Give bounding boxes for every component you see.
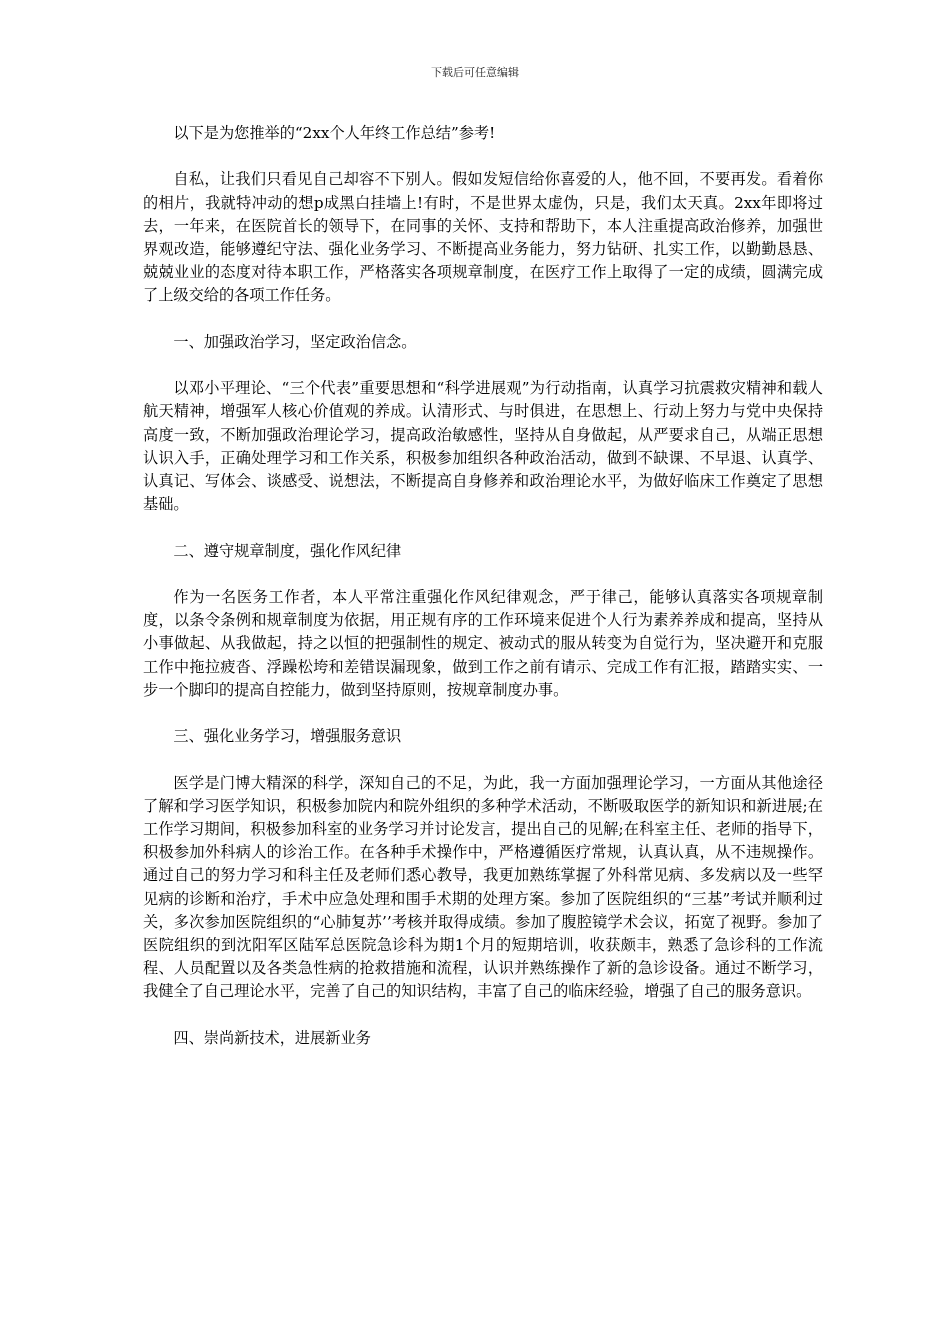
section-paragraph-1: 以邓小平理论、“三个代表”重要思想和“科学进展观”为行动指南，认真学习抗震救灾精神和载人航天精神，增强军人核心价值观的养成。认清形式、与时俱进，在思想上、行动上努力与党中央保持高度一致，不断加强政治理论学习，提高政治敏感性，坚持从自身做起，从严要求自己，从端正思想认识入手，正确处理学习和工作关系，积极参加组织各种政治活动，做到不缺课、不早退、认真学、认真记、写体会、谈感受、说想法，不断提高自身修养和政治理论水平，为做好临床工作奠定了思想基础。 xyxy=(143,379,823,514)
section-paragraph-3: 医学是门博大精深的科学，深知自己的不足，为此，我一方面加强理论学习，一方面从其他途径了解和学习医学知识，积极参加院内和院外组织的多种学术活动，不断吸取医学的新知识和新进展;在工作学习期间，积极参加科室的业务学习并讨论发言，提出自己的见解;在科室主任、老师的指导下，积极参加外科病人的诊治工作。在各种手术操作中，严格遵循医疗常规，认真认真，从不违规操作。通过自己的努力学习和科主任及老师们悉心教导，我更加熟练掌握了外科常见病、多发病以及一些罕见病的诊断和治疗，手术中应急处理和围手术期的处理方案。参加了医院组织的“三基”考试并顺利过关，多次参加医院组织的“心肺复苏’’考核并取得成绩。参加了腹腔镜学术会议，拓宽了视野。参加了医院组织的到沈阳军区陆军总医院急诊科为期1个月的短期培训，收获颇丰，熟悉了急诊科的工作流程、人员配置以及各类急性病的抢救措施和流程，认识并熟练操作了新的急诊设备。通过不断学习，我健全了自己理论水平，完善了自己的知识结构，丰富了自己的临床经验，增强了自己的服务意识。 xyxy=(143,773,823,1001)
section-heading-2: 二、遵守规章制度，强化作风纪律 xyxy=(173,541,402,560)
paragraph-gap xyxy=(143,308,823,331)
paragraph-gap xyxy=(143,748,823,771)
intro-paragraph: 以下是为您推举的“2xx个人年终工作总结”参考! xyxy=(173,124,496,142)
document-body xyxy=(143,122,823,1050)
paragraph-gap xyxy=(143,563,823,586)
section-heading-3: 三、强化业务学习，增强服务意识 xyxy=(173,727,402,746)
paragraph-gap xyxy=(143,516,823,539)
section-paragraph-2: 作为一名医务工作者，本人平常注重强化作风纪律观念，严于律己，能够认真落实各项规章制度，以条令条例和规章制度为依据，用正规有序的工作环境来促进个人行为素养养成和提高，坚持从小事做起、从我做起，持之以恒的把强制性的规定、被动式的服从转变为自觉行为，坚决避开和克服工作中拖拉疲沓、浮躁松垮和差错误漏现象，做到工作之前有请示、完成工作有汇报，踏踏实实、一步一个脚印的提高自控能力，做到坚持原则，按规章制度办事。 xyxy=(143,587,823,699)
section-heading-1: 一、加强政治学习，坚定政治信念。 xyxy=(173,332,417,351)
paragraph-gap xyxy=(143,354,823,377)
paragraph-gap xyxy=(143,1004,823,1027)
paragraph-gap xyxy=(143,702,823,725)
opening-paragraph: 自私，让我们只看见自己却容不下别人。假如发短信给你喜爱的人，他不回，不要再发。看着你的相片，我就特冲动的想p成黑白挂墙上!有时，不是世界太虚伪，只是，我们太天真。2xx年即将过去，一年来，在医院首长的领导下，在同事的关怀、支持和帮助下，本人注重提高政治修养，加强世界观改造，能够遵纪守法、强化业务学习、不断提高业务能力，努力钻研、扎实工作，以勤勤恳恳、兢兢业业的态度对待本职工作，严格落实各项规章制度，在医疗工作上取得了一定的成绩，圆满完成了上级交给的各项工作任务。 xyxy=(143,170,823,305)
section-heading-4: 四、崇尚新技术，进展新业务 xyxy=(173,1028,371,1047)
header-note: 下载后可任意编辑 xyxy=(431,66,519,79)
paragraph-gap xyxy=(143,145,823,168)
